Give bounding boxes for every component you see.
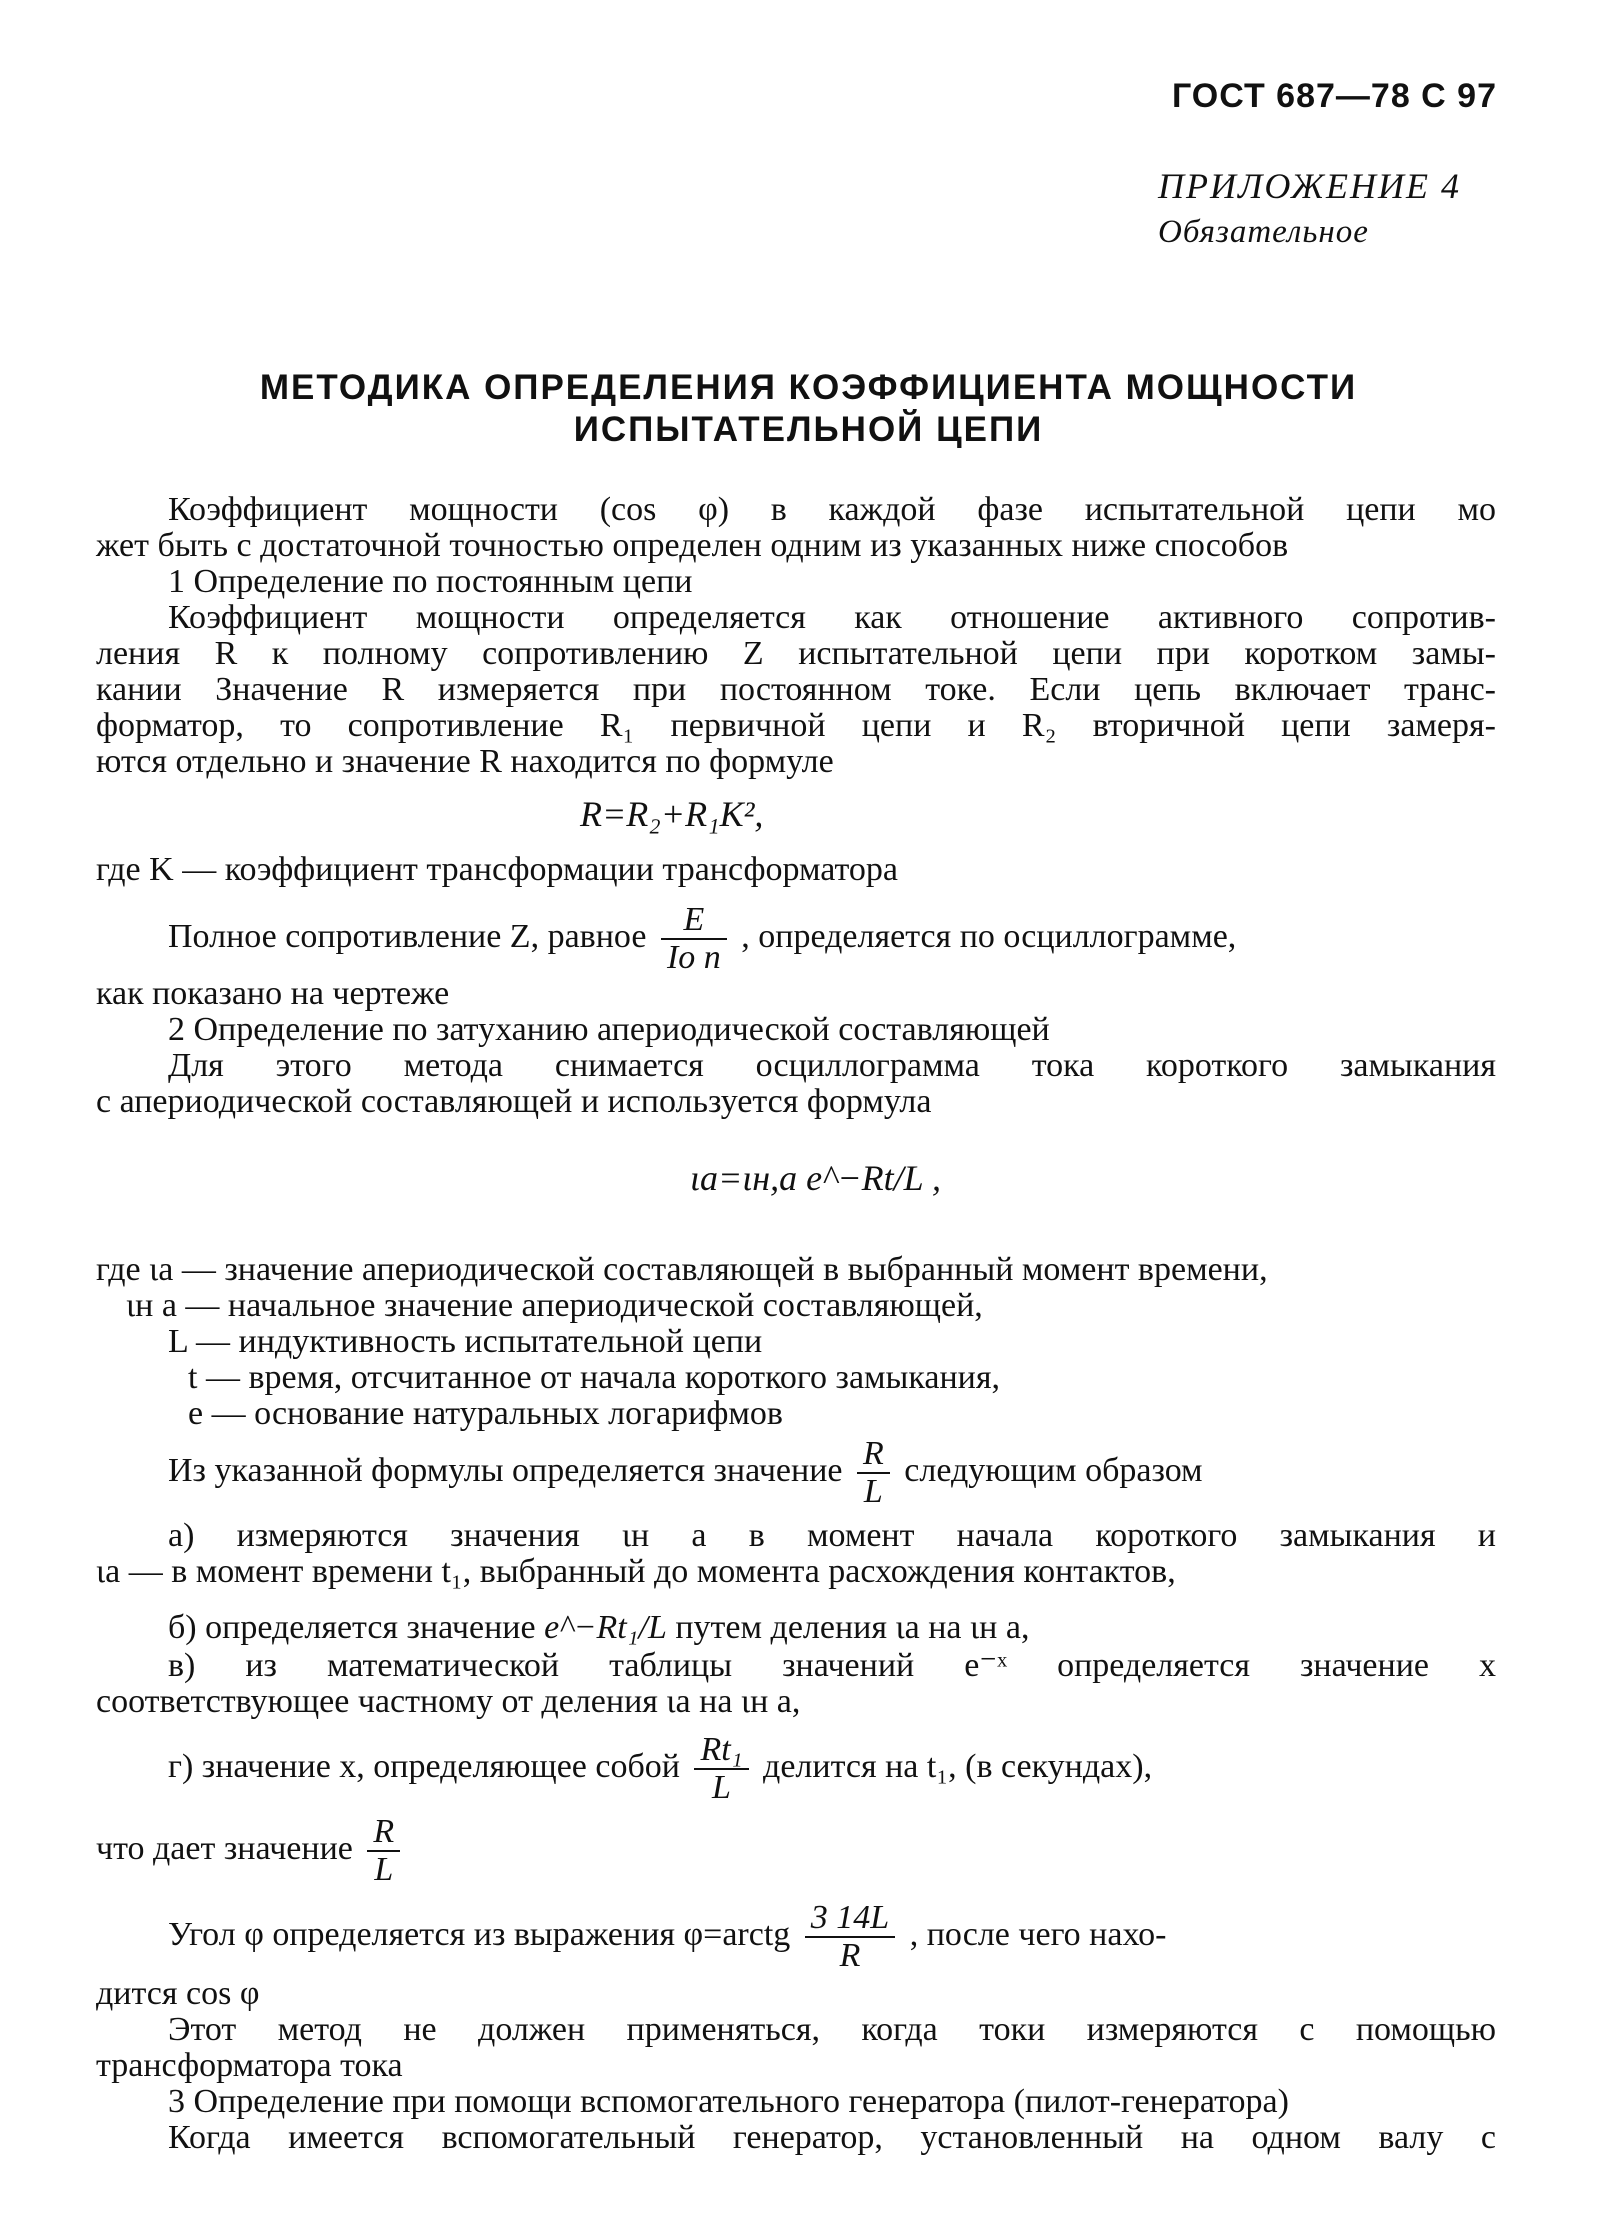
r-over-l-text: Из указанной формулы определяется значение [168, 1451, 843, 1489]
paragraph-line: Коэффициент мощности определяется как отношение активного сопротив- [168, 599, 1496, 636]
list-item-b-text: б) определяется значение [168, 1609, 536, 1646]
fraction-r-over-l [857, 1436, 890, 1510]
definition-line: где ιа — значение апериодической составляющей в выбранный момент времени, [96, 1251, 1268, 1288]
fraction-denominator: R [805, 1936, 895, 1974]
list-item-g-text: г) значение x, определяющее собой [168, 1747, 680, 1785]
definition-line: L — индуктивность испытательной цепи [168, 1323, 763, 1360]
paragraph-line: дится cos φ [96, 1975, 260, 2012]
section-heading-3: 3 Определение при помощи вспомогательного генератора (пилот-генератора) [168, 2083, 1289, 2120]
fraction-numerator: R [863, 1435, 884, 1472]
paragraph-line: форматор, то сопротивление R₁ первичной цепи и R₂ вторичной цепи замеря- [96, 707, 1496, 744]
paragraph-line: жет быть с достаточной точностью определен одним из указанных ниже способов [96, 527, 1289, 564]
list-item-g-cont-text: что дает значение [96, 1829, 353, 1867]
angle-text: Угол φ определяется из выражения φ=arctg [168, 1915, 791, 1953]
list-item-a: а) измеряются значения ιн а в момент начала короткого замыкания и [168, 1517, 1496, 1554]
section-heading-2: 2 Определение по затуханию апериодической составляющей [168, 1011, 1050, 1048]
paragraph-line: с апериодической составляющей и используется формула [96, 1083, 932, 1120]
appendix-status: Обязательное [1158, 214, 1369, 250]
appendix-title: ПРИЛОЖЕНИЕ 4 [1158, 166, 1461, 206]
r-over-l-line [168, 1436, 1203, 1510]
list-item-g-cont [96, 1814, 406, 1888]
fraction-denominator: L [367, 1850, 400, 1888]
fraction-denominator: Iо п [661, 938, 727, 976]
list-item-g-text-after: делится на t₁, (в секундах), [763, 1747, 1153, 1785]
angle-line [168, 1900, 1167, 1974]
fraction-numerator: Rt₁ [700, 1731, 743, 1768]
definition-line: e — основание натуральных логарифмов [188, 1395, 783, 1432]
list-item-v: в) из математической таблицы значений e⁻ˣ определяется значение x [168, 1647, 1496, 1684]
fraction-denominator: L [857, 1472, 890, 1510]
document-title-line2: ИСПЫТАТЕЛЬНОЙ ЦЕПИ [573, 410, 1044, 449]
paragraph-line: Когда имеется вспомогательный генератор, установленный на одном валу с [168, 2119, 1496, 2156]
exponent-expression: e^−Rt₁/L [544, 1609, 667, 1646]
impedance-line [168, 902, 1236, 976]
paragraph-line: Коэффициент мощности (cos φ) в каждой фазе испытательной цепи мо [168, 491, 1496, 528]
fraction-e-over-i [661, 902, 727, 976]
formula-resistance: R=R₂+R₁K², [580, 794, 764, 834]
paragraph-line: как показано на чертеже [96, 975, 450, 1012]
fraction-rt1-over-l [694, 1732, 748, 1806]
angle-text-after: , после чего нахо- [909, 1915, 1167, 1953]
impedance-text: Полное сопротивление Z, равное [168, 917, 647, 955]
page-header: ГОСТ 687—78 С 97 [1171, 77, 1497, 115]
r-over-l-text-after: следующим образом [904, 1451, 1203, 1489]
list-item-a-cont: ιа — в момент времени t₁, выбранный до момента расхождения контактов, [96, 1553, 1176, 1590]
fraction-314l-over-r [805, 1900, 895, 1974]
list-item-v-cont: соответствующее частному от деления ιа на ιн а, [96, 1683, 801, 1720]
fraction-r-over-l-2 [367, 1814, 400, 1888]
fraction-numerator: 3 14L [810, 1899, 890, 1936]
fraction-denominator: L [694, 1768, 748, 1806]
formula-aperiodic: ιа=ιн,а e^−Rt/L , [690, 1158, 941, 1198]
paragraph-line: ления R к полному сопротивлению Z испытательной цепи при коротком замы- [96, 635, 1496, 672]
definition-line: t — время, отсчитанное от начала короткого замыкания, [188, 1359, 1001, 1396]
paragraph-line: Для этого метода снимается осциллограмма тока короткого замыкания [168, 1047, 1496, 1084]
paragraph-line: трансформатора тока [96, 2047, 403, 2084]
list-item-b-text-after: путем деления ιа на ιн а, [675, 1609, 1030, 1646]
fraction-numerator: E [683, 901, 705, 938]
definition-line: ιн а — начальное значение апериодической составляющей, [126, 1287, 983, 1324]
paragraph-line: Этот метод не должен применяться, когда токи измеряются с помощью [168, 2011, 1496, 2048]
definition-k: где K — коэффициент трансформации трансформатора [96, 851, 899, 888]
fraction-numerator: R [373, 1813, 395, 1850]
document-title-line1: МЕТОДИКА ОПРЕДЕЛЕНИЯ КОЭФФИЦИЕНТА МОЩНОСТИ [259, 368, 1358, 407]
section-heading-1: 1 Определение по постоянным цепи [168, 563, 693, 600]
impedance-text-after: , определяется по осциллограмме, [741, 917, 1237, 955]
list-item-g [168, 1732, 1152, 1806]
paragraph-line: ются отдельно и значение R находится по формуле [96, 743, 834, 780]
list-item-b [168, 1610, 1029, 1646]
paragraph-line: кании Значение R измеряется при постоянном токе. Если цепь включает транс- [96, 671, 1496, 708]
